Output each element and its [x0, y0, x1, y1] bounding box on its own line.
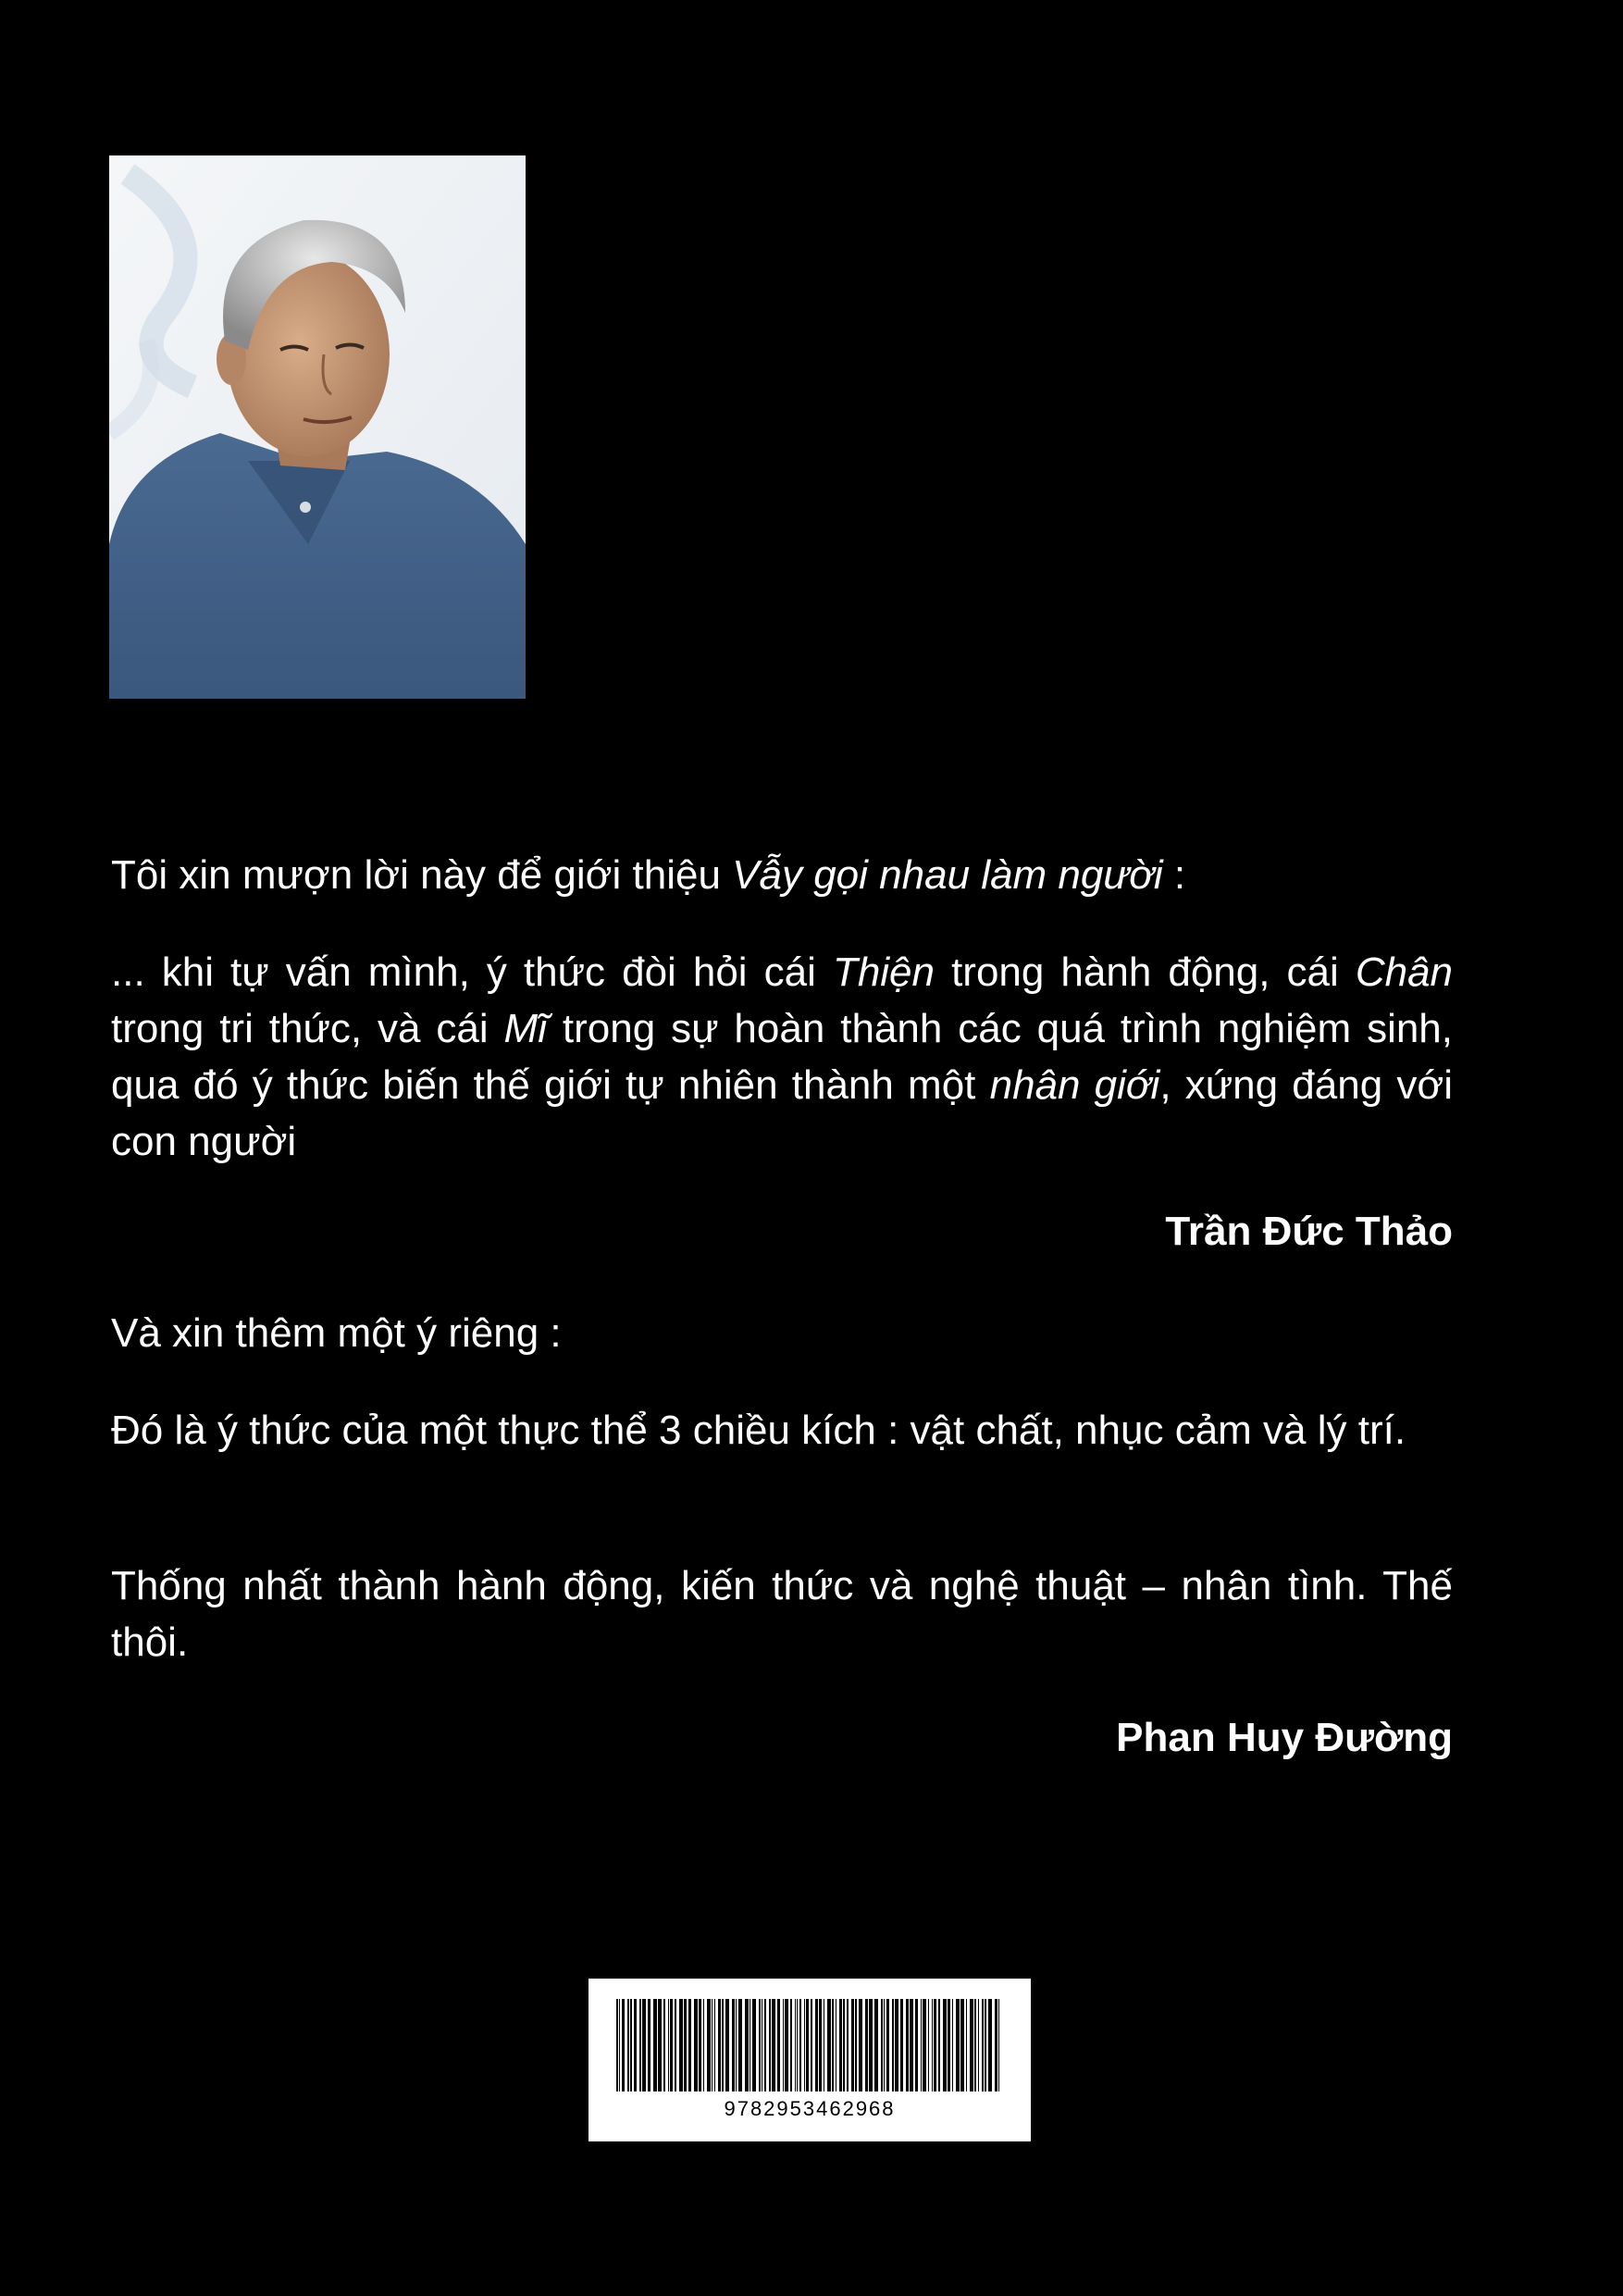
barcode-bar [982, 1999, 984, 2091]
barcode-bar [797, 1999, 798, 2091]
barcode-bar [777, 1999, 780, 2091]
barcode-bar [799, 1999, 801, 2091]
barcode-bar [722, 1999, 724, 2091]
intro-suffix: : [1162, 852, 1186, 898]
barcode-bar [772, 1999, 775, 2091]
barcode-bar [832, 1999, 834, 2091]
barcode-bar [948, 1999, 950, 2091]
barcode-bar [759, 1999, 761, 2091]
barcode-bar [915, 1999, 918, 2091]
barcode-bar [934, 1999, 936, 2091]
quote-emphasis-chan: Chân [1355, 949, 1453, 995]
barcode-bar [785, 1999, 788, 2091]
quote-text-4: trong sự hoàn thành các quá trình nghiệm sinh, qua đó ý thức biến thế giới tự nhiên thành một [111, 1006, 1454, 1108]
barcode-bar [998, 1999, 999, 2091]
barcode-bar [718, 1999, 721, 2091]
barcode-bar [970, 1999, 973, 2091]
barcode-bar [619, 1999, 620, 2091]
barcode-bar [688, 1999, 691, 2091]
barcode-bar [847, 1999, 849, 2091]
barcode-bar [960, 1999, 964, 2091]
isbn-barcode [588, 1979, 1031, 2141]
intro-line [111, 847, 1453, 903]
barcode-bar [921, 1999, 922, 2091]
paragraph-unity: Thống nhất thành hành động, kiến thức và nghệ thuật – nhân tình. Thế thôi. [111, 1563, 1453, 1665]
quote-text-1: ... khi tự vấn mình, ý thức đòi hỏi cái [111, 949, 833, 995]
barcode-bar [732, 1999, 735, 2091]
barcode-bar [752, 1999, 756, 2091]
barcode-bar [627, 1999, 629, 2091]
quote-emphasis-nhan-gioi: nhân giới [989, 1062, 1160, 1108]
quote-text-5: , xứng đáng với con người [111, 1062, 1454, 1164]
barcode-bar [855, 1999, 857, 2091]
barcode-bar [932, 1999, 933, 2091]
barcode-bar [952, 1999, 953, 2091]
barcode-bar [995, 1999, 997, 2091]
barcode-bar [616, 1999, 618, 2091]
barcode-bar [707, 1999, 711, 2091]
barcode-bar [658, 1999, 662, 2091]
barcode-bar [839, 1999, 842, 2091]
barcode-bar [943, 1999, 947, 2091]
intro-prefix: Tôi xin mượn lời này để giới thiệu [111, 852, 733, 898]
barcode-bar [892, 1999, 894, 2091]
barcode-bar [783, 1999, 784, 2091]
barcode-bar [684, 1999, 687, 2091]
barcode-bar [886, 1999, 889, 2091]
barcode-bar [699, 1999, 701, 2091]
barcode-bar [725, 1999, 729, 2091]
barcode-bar [675, 1999, 676, 2091]
quote-text-2: trong hành động, cái [935, 949, 1356, 995]
barcode-bar [978, 1999, 979, 2091]
barcode-bar [974, 1999, 976, 2091]
barcode-bar [843, 1999, 845, 2091]
barcode-bar [906, 1999, 909, 2091]
barcode-bar [630, 1999, 632, 2091]
barcode-bar [865, 1999, 868, 2091]
quote-emphasis-mi: Mĩ [503, 1006, 547, 1051]
barcode-bar [938, 1999, 940, 2091]
barcode-bar [928, 1999, 929, 2091]
barcode-number: 9782953462968 [724, 2097, 896, 2120]
barcode-bar [668, 1999, 669, 2091]
barcode-bar [634, 1999, 637, 2091]
barcode-bar [670, 1999, 673, 2091]
barcode-bar [738, 1999, 742, 2091]
barcode-bar [648, 1999, 650, 2091]
barcode-bar [804, 1999, 805, 2091]
barcode-bar [806, 1999, 809, 2091]
barcode-bar [910, 1999, 913, 2091]
barcode-bar [827, 1999, 831, 2091]
barcode-bar [985, 1999, 986, 2091]
barcode-bar [736, 1999, 737, 2091]
book-title: Vẫy gọi nhau làm người [732, 852, 1163, 898]
barcode-bar [859, 1999, 862, 2091]
barcode-bar [745, 1999, 749, 2091]
barcode-bar [881, 1999, 883, 2091]
barcode-bar [679, 1999, 683, 2091]
addendum-line: Và xin thêm một ý riêng : [111, 1310, 562, 1356]
barcode-bar [622, 1999, 625, 2091]
author-photo [109, 155, 526, 699]
barcode-bar [815, 1999, 818, 2091]
quote-paragraph [111, 944, 1453, 1170]
barcode-bar [811, 1999, 812, 2091]
barcode-bar [714, 1999, 715, 2091]
barcode-bar [764, 1999, 766, 2091]
quote-emphasis-thien: Thiện [832, 949, 935, 995]
barcode-bar [851, 1999, 854, 2091]
barcode-bar [790, 1999, 792, 2091]
barcode-bar [703, 1999, 704, 2091]
barcode-bar [769, 1999, 771, 2091]
barcode-bar [895, 1999, 898, 2091]
barcode-bar [884, 1999, 885, 2091]
author-2: Phan Huy Đường [1116, 1715, 1453, 1760]
barcode-bar [869, 1999, 873, 2091]
paragraph-dimensions: Đó là ý thức của một thực thể 3 chiều kích : vật chất, nhục cảm và lý trí. [111, 1408, 1406, 1453]
barcode-bar [988, 1999, 992, 2091]
barcode-bar [653, 1999, 657, 2091]
barcode-bar [900, 1999, 903, 2091]
barcode-bar [966, 1999, 967, 2091]
barcode-bar [694, 1999, 698, 2091]
author-1: Trần Đức Thảo [1165, 1209, 1453, 1254]
barcode-bar [819, 1999, 822, 2091]
barcode-bar [874, 1999, 878, 2091]
barcode-bar [923, 1999, 926, 2091]
quote-text-3: trong tri thức, và cái [111, 1006, 504, 1051]
barcode-bar [795, 1999, 796, 2091]
barcode-bar [642, 1999, 646, 2091]
barcode-bar [956, 1999, 960, 2091]
barcode-bar [663, 1999, 665, 2091]
barcode-bar [639, 1999, 641, 2091]
